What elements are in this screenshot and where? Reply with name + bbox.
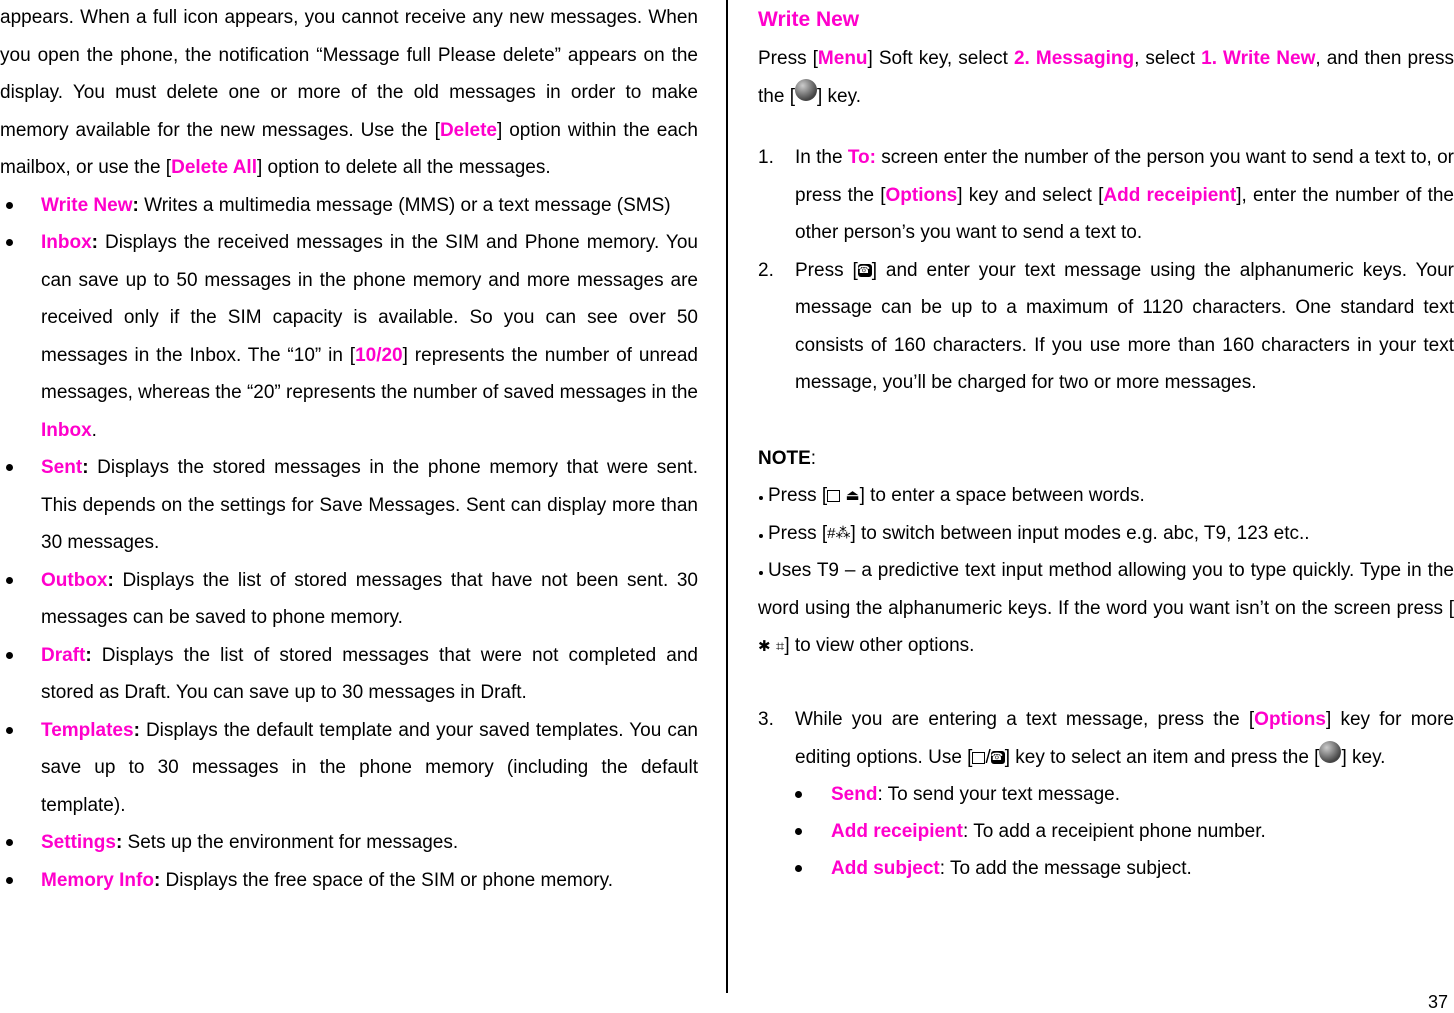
step-number: 2. — [758, 259, 774, 281]
intro-text: ] option to delete all the messages. — [256, 157, 551, 178]
sub-bullet-send — [758, 776, 1454, 813]
sub-text: : To send your text message. — [877, 784, 1121, 806]
bullet-label: Memory Info — [41, 869, 154, 891]
step-text: / — [985, 746, 991, 768]
note-item-mode — [758, 515, 1454, 553]
bullet-memory-info: Memory Info: Displays the free space of the SIM or phone memory. — [41, 869, 613, 891]
intro-paragraph — [0, 0, 698, 187]
hash-key-icon: # — [827, 524, 836, 542]
bullet-label: Inbox — [41, 232, 92, 253]
note-item-t9 — [758, 552, 1454, 665]
bullet-templates: Templates: Displays the default template and your saved templates. You can save up to 30 messages in the phone memory (including the default template). — [41, 719, 698, 816]
bullet-label: Outbox — [41, 569, 108, 591]
note-text: ] to view other options. — [784, 635, 975, 657]
sub-label: Send — [831, 784, 878, 806]
bullet-text: Displays the stored messages in the phone memory that were sent. This depends on the settings for Save Messages. Sent can display more than 30 messages. — [41, 457, 698, 553]
intro-text: ] key. — [816, 85, 861, 107]
note-dot — [759, 496, 763, 500]
step-text: While you are entering a text message, press the [ — [795, 709, 1255, 731]
bullet-text: Writes a multimedia message (MMS) or a text message (SMS) — [138, 194, 671, 216]
step-text: screen enter the number of the person you want to send a text to, or press the [ — [795, 147, 1454, 206]
count-keyword: 10/20 — [355, 344, 403, 366]
step-2 — [758, 252, 1454, 402]
note-text: ] to switch between input modes e.g. abc, T9, 123 etc.. — [850, 522, 1310, 544]
bullet-text: Displays the list of stored messages that have not been sent. 30 messages can be saved to phone memory. — [41, 569, 698, 628]
bullet-label: Draft — [41, 644, 86, 666]
options-keyword: Options — [1254, 709, 1326, 731]
bullet-settings: Settings: Sets up the environment for messages. — [41, 832, 459, 853]
step-text: ] key. — [1341, 746, 1386, 768]
bullet-write-new: Write New: Writes a multimedia message (MMS) or a text message (SMS) — [41, 194, 671, 216]
step-text: ] key for more editing options. Use [ — [795, 709, 1454, 768]
bullet-label: Sent — [41, 457, 83, 478]
step-text: In the — [795, 147, 848, 168]
delete-keyword: Delete — [439, 119, 497, 141]
note-item-space — [758, 477, 1454, 515]
step-text: ] and enter your text message using the alphanumeric keys. Your message can be up to a maximum of 1120 characters. One standard text consists of 160 characters. If you use more than 160 characters in your text message, you’ll be charged for two or more messages. — [795, 259, 1454, 393]
messaging-keyword: 2. Messaging — [1013, 48, 1135, 69]
space-key-icon: ⏏ — [845, 487, 860, 505]
bullet-sent: Sent: Displays the stored messages in the phone memory that were sent. This depends on the settings for Save Messages. Sent can display more than 30 messages. — [41, 457, 698, 553]
step-number: 3. — [758, 709, 774, 731]
bullet-text: Sets up the environment for messages. — [122, 832, 459, 853]
intro-text: ] Soft key, select — [867, 48, 1014, 69]
spacer — [758, 402, 1454, 440]
section-heading: Write New — [758, 8, 860, 31]
inbox-keyword: Inbox — [41, 419, 92, 441]
write-new-keyword: 1. Write New — [1201, 48, 1316, 69]
bullet-draft: Draft: Displays the list of stored messages that were not completed and stored as Draft. You can save up to 30 messages in Draft. — [41, 644, 698, 703]
bullet-label: Write New — [41, 194, 133, 216]
note-text: ] to enter a space between words. — [859, 485, 1145, 506]
send-key-icon: ☎ — [857, 264, 871, 276]
mode-key-icon: ⁂ — [835, 524, 851, 542]
step-text: ] key to select an item and press the [ — [1004, 746, 1320, 768]
step-text: ], enter the number of the other person’s you want to send a text to. — [795, 184, 1454, 243]
options-key-icon: ⌗ — [775, 637, 785, 655]
ok-key-icon — [795, 79, 817, 101]
intro-text: , select — [1134, 48, 1202, 69]
left-column — [0, 0, 698, 899]
sub-bullet-add-receipient — [758, 813, 1454, 850]
column-divider — [726, 0, 728, 993]
sub-label: Add receipient — [831, 821, 963, 843]
note-title — [758, 440, 1454, 478]
to-keyword: To: — [847, 147, 876, 168]
step-text: Press [ — [795, 259, 858, 281]
intro-text: , and then press the [ — [758, 48, 1454, 107]
sub-bullet-add-subject — [758, 850, 1454, 887]
note-dot — [759, 534, 763, 538]
bullet-text: Displays the received messages in the SIM and Phone memory. You can save up to 50 messages in the phone memory and more messages are received only if the SIM capacity is available. So you can see over 50 messages in the Inbox. The “10” in [ — [41, 232, 698, 366]
sub-label: Add subject — [831, 858, 940, 880]
bullet-text: ] represents the number of unread messages, whereas the “20” represents the number of saved messages in the — [41, 344, 698, 403]
step-text: ] key and select [ — [957, 184, 1104, 206]
step-1 — [758, 139, 1454, 252]
ok-key-icon — [1319, 741, 1341, 763]
spacer — [758, 665, 1454, 701]
bullet-text: Displays the list of stored messages that were not completed and stored as Draft. You can save up to 30 messages in Draft. — [41, 644, 698, 703]
note-text: Uses T9 – a predictive text input method allowing you to type quickly. Type in the word using the alphanumeric keys. If the word you want isn’t on the screen press [ — [758, 560, 1454, 619]
bullet-label: Settings — [41, 832, 116, 853]
options-keyword: Options — [885, 184, 958, 206]
intro-text: appears. When a full icon appears, you cannot receive any new messages. When you open the phone, the notification “Message full Please delete” appears on the display. You must delete one or more of the old messages in order to make memory available for the new messages. Use the [ — [0, 7, 698, 141]
note-label: NOTE — [758, 447, 811, 469]
bullet-text: Displays the default template and your saved templates. You can save up to 30 messages in the phone memory (including the default template). — [41, 719, 698, 816]
bullet-text: . — [91, 419, 97, 441]
delete-all-keyword: Delete All — [171, 157, 257, 178]
up-key-icon — [972, 752, 985, 764]
sub-text: : To add the message subject. — [939, 858, 1192, 880]
menu-keyword: Menu — [817, 48, 868, 69]
zero-key-icon — [827, 490, 840, 502]
sub-text: : To add a receipient phone number. — [962, 821, 1266, 843]
page-number: 37 — [1427, 992, 1448, 1012]
add-receipient-keyword: Add receipient — [1103, 184, 1237, 206]
star-key-icon: ✱ — [758, 637, 771, 655]
write-new-intro — [758, 40, 1454, 115]
step-3 — [758, 701, 1454, 776]
spacer — [758, 115, 1454, 139]
note-colon: : — [810, 447, 817, 469]
intro-text: Press [ — [758, 48, 818, 69]
note-text: Press [ — [768, 485, 828, 506]
down-key-icon: ☎ — [990, 752, 1004, 764]
note-text: Press [ — [768, 522, 828, 544]
bullet-label: Templates — [41, 719, 134, 741]
step-number: 1. — [758, 147, 774, 168]
bullet-outbox: Outbox: Displays the list of stored messages that have not been sent. 30 messages can be saved to phone memory. — [41, 569, 698, 628]
right-column — [758, 0, 1454, 887]
bullet-inbox: Inbox: Displays the received messages in the SIM and Phone memory. You can save up to 50 messages in the phone memory and more messages are received only if the SIM capacity is available. So you can see over 50 messages in the Inbox. The “10” in [10/20] represents the number of unread messages, whereas the “20” represents the number of saved messages in the Inbox. — [41, 232, 698, 441]
intro-text: ] option within the each mailbox, or use the [ — [0, 119, 698, 178]
bullet-text: Displays the free space of the SIM or phone memory. — [160, 869, 613, 891]
